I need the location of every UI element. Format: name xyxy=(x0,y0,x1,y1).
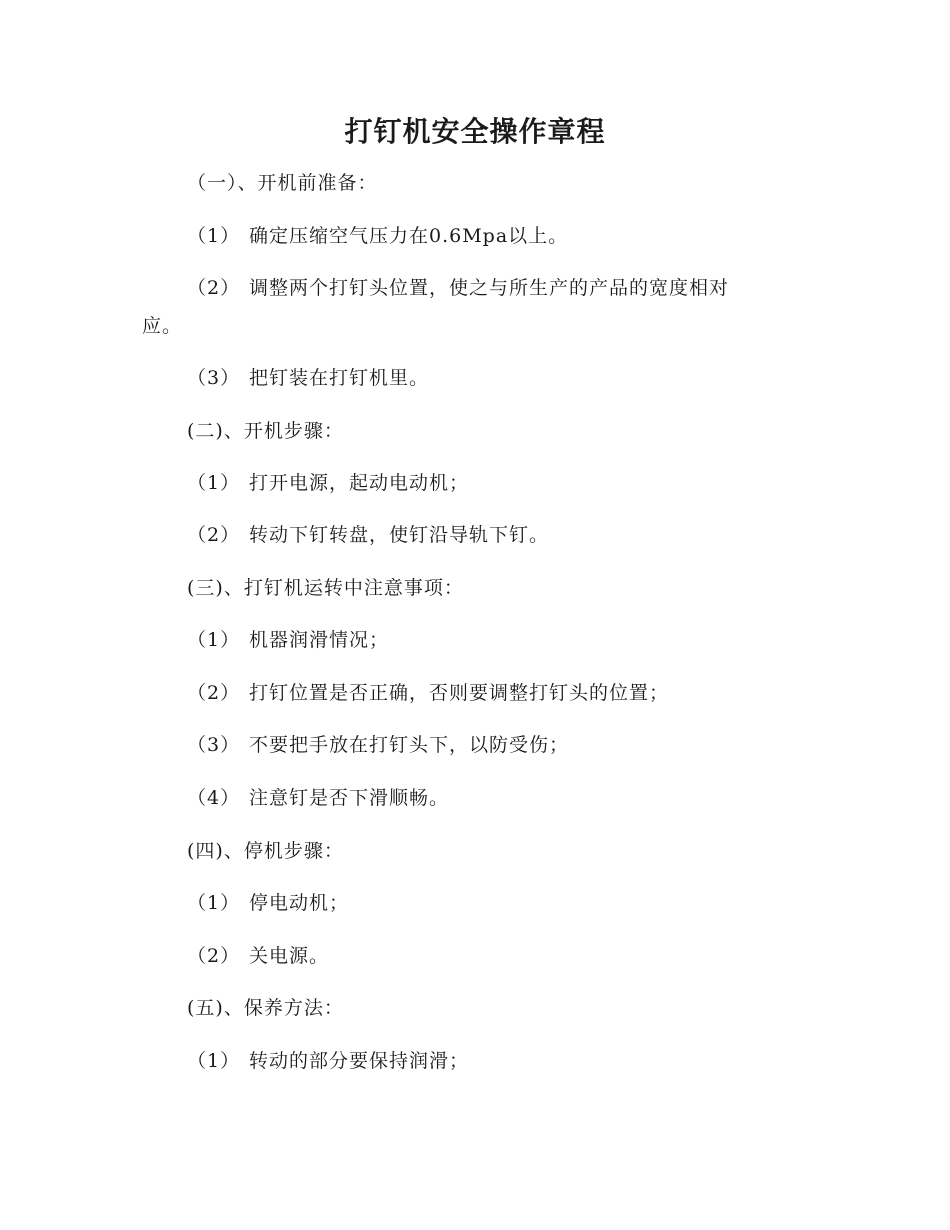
list-item xyxy=(187,943,329,969)
item-text: 停电动机； xyxy=(249,892,350,914)
item-number: （3） xyxy=(187,734,241,756)
item-number: （2） xyxy=(187,945,241,967)
item-number: （1） xyxy=(187,1050,241,1072)
section-heading: （一）、开机前准备： xyxy=(187,172,378,194)
list-item xyxy=(187,522,549,548)
item-text: 不要把手放在打钉头下，以防受伤； xyxy=(249,734,570,756)
section-heading: (三)、打钉机运转中注意事项： xyxy=(187,577,464,599)
item-continuation: 应。 xyxy=(142,315,183,337)
list-item xyxy=(187,470,469,496)
item-number: （1） xyxy=(187,892,241,914)
item-number: （3） xyxy=(187,367,241,389)
item-number: （1） xyxy=(187,629,241,651)
item-number: （2） xyxy=(187,682,241,704)
item-text: 打开电源，起动电动机； xyxy=(249,472,470,494)
list-item xyxy=(187,223,568,249)
list-item xyxy=(187,732,569,758)
item-text: 把钉装在打钉机里。 xyxy=(249,367,430,389)
list-item xyxy=(187,785,449,811)
list-item xyxy=(187,365,429,391)
list-item xyxy=(187,680,669,706)
item-text: 调整两个打钉头位置，使之与所生产的产品的宽度相对 xyxy=(249,277,730,299)
section-heading: (四)、停机步骤： xyxy=(187,840,344,862)
item-number: （1） xyxy=(187,225,241,247)
item-text: 机器润滑情况； xyxy=(249,629,390,651)
document-title: 打钉机安全操作章程 xyxy=(344,115,606,148)
item-text: 打钉位置是否正确，否则要调整打钉头的位置； xyxy=(249,682,670,704)
list-item xyxy=(187,890,349,916)
item-number: （2） xyxy=(187,524,241,546)
item-number: （4） xyxy=(187,787,241,809)
item-number: （2） xyxy=(187,277,241,299)
item-text: 注意钉是否下滑顺畅。 xyxy=(249,787,450,809)
list-item xyxy=(187,1048,469,1074)
section-heading: (五)、保养方法： xyxy=(187,997,344,1019)
list-item xyxy=(187,275,729,301)
item-text: 转动的部分要保持润滑； xyxy=(249,1050,470,1072)
item-text: 确定压缩空气压力在0.6Mpa以上。 xyxy=(249,225,569,247)
item-text: 转动下钉转盘，使钉沿导轨下钉。 xyxy=(249,524,550,546)
list-item xyxy=(187,627,389,653)
section-heading: (二)、开机步骤： xyxy=(187,420,344,442)
item-number: （1） xyxy=(187,472,241,494)
item-text: 关电源。 xyxy=(249,945,330,967)
